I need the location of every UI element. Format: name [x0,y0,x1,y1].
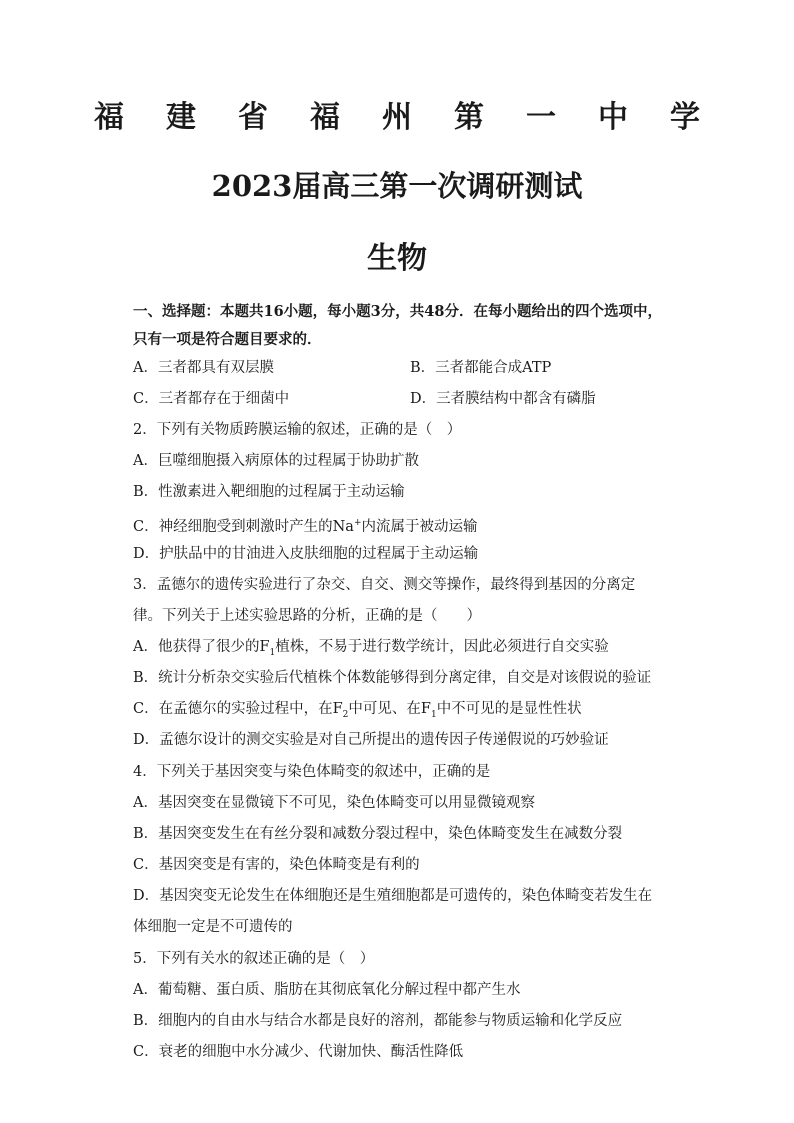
q3-option-c-text: C．在孟德尔的实验过程中，在F [133,701,343,717]
exam-title: 2023届高三第一次调研测试 [211,169,583,203]
q3-option-d: D．孟德尔设计的测交实验是对自己所提出的遗传因子传递假说的巧妙验证 [133,732,609,748]
subscript: 2 [342,709,349,720]
q5-option-a: A．葡萄糖、蛋白质、脂肪在其彻底氧化分解过程中都产生水 [133,982,521,998]
q4-option-d: D．基因突变无论发生在体细胞还是生殖细胞都是可遗传的，染色体畸变若发生在体细胞一定是不可遗传的 [133,888,653,935]
subscript: 1 [430,709,437,720]
school-char: 省 [238,100,268,135]
school-char: 第 [454,100,484,135]
school-char: 建 [166,100,196,135]
q5-option-c: C．衰老的细胞中水分减少、代谢加快、酶活性降低 [133,1044,464,1060]
q2-option-c [133,513,477,537]
q3-option-a-text-end: 植株，不易于进行数学统计，因此必须进行自交实验 [275,639,609,655]
q3-option-c-text-end: 中不可见的是显性性状 [436,701,582,717]
q2-option-a: A．巨噬细胞摄入病原体的过程属于协助扩散 [133,453,419,469]
q4-option-c: C．基因突变是有害的，染色体畸变是有利的 [133,857,420,873]
superscript: + [353,518,362,528]
q1-option-d: D．三者膜结构中都含有磷脂 [410,391,596,407]
q4-option-a: A．基因突变在显微镜下不可见，染色体畸变可以用显微镜观察 [133,795,535,811]
q3-option-a [133,637,609,663]
q2-option-c-text: C．神经细胞受到刺激时产生的Na [133,518,354,535]
subject-title: 生物 [367,241,427,276]
q1-option-c: C．三者都存在于细菌中 [133,391,290,407]
q1-option-a: A．三者都具有双层膜 [133,360,274,376]
q3-option-b: B．统计分析杂交实验后代植株个体数能够得到分离定律，自交是对该假说的验证 [133,670,652,686]
subscript: 1 [269,647,276,658]
school-char: 福 [94,100,124,135]
q3-option-a-text: A．他获得了很少的F [133,639,270,655]
q4-stem: 4．下列关于基因突变与染色体畸变的叙述中，正确的是 [133,764,491,780]
section-instructions: 一、选择题：本题共16小题，每小题3分，共48分．在每小题给出的四个选项中，只有一项是符合题目要求的． [133,303,662,348]
q3-stem: 3．孟德尔的遗传实验进行了杂交、自交、测交等操作，最终得到基因的分离定律。下列关于上述实验思路的分析，正确的是（ ） [133,577,636,624]
school-char: 一 [526,100,556,135]
q4-option-b: B．基因突变发生在有丝分裂和减数分裂过程中，染色体畸变发生在减数分裂 [133,826,623,842]
school-char: 中 [598,100,628,135]
school-name [0,92,794,136]
school-char: 福 [310,100,340,135]
q5-option-b: B．细胞内的自由水与结合水都是良好的溶剂，都能参与物质运输和化学反应 [133,1013,623,1029]
q3-option-c-text-mid: 中可见、在F [348,701,431,717]
q5-stem: 5．下列有关水的叙述正确的是（ ） [133,951,375,967]
q3-option-c [133,699,582,725]
q2-option-d: D．护肤品中的甘油进入皮肤细胞的过程属于主动运输 [133,546,479,562]
school-char: 州 [382,100,412,135]
q2-option-b: B．性激素进入靶细胞的过程属于主动运输 [133,484,405,500]
q2-stem: 2．下列有关物质跨膜运输的叙述，正确的是（ ） [133,422,462,438]
q2-option-c-text-end: 内流属于被动运输 [361,518,478,535]
school-char: 学 [670,100,700,135]
q1-option-b: B．三者都能合成ATP [410,360,552,376]
